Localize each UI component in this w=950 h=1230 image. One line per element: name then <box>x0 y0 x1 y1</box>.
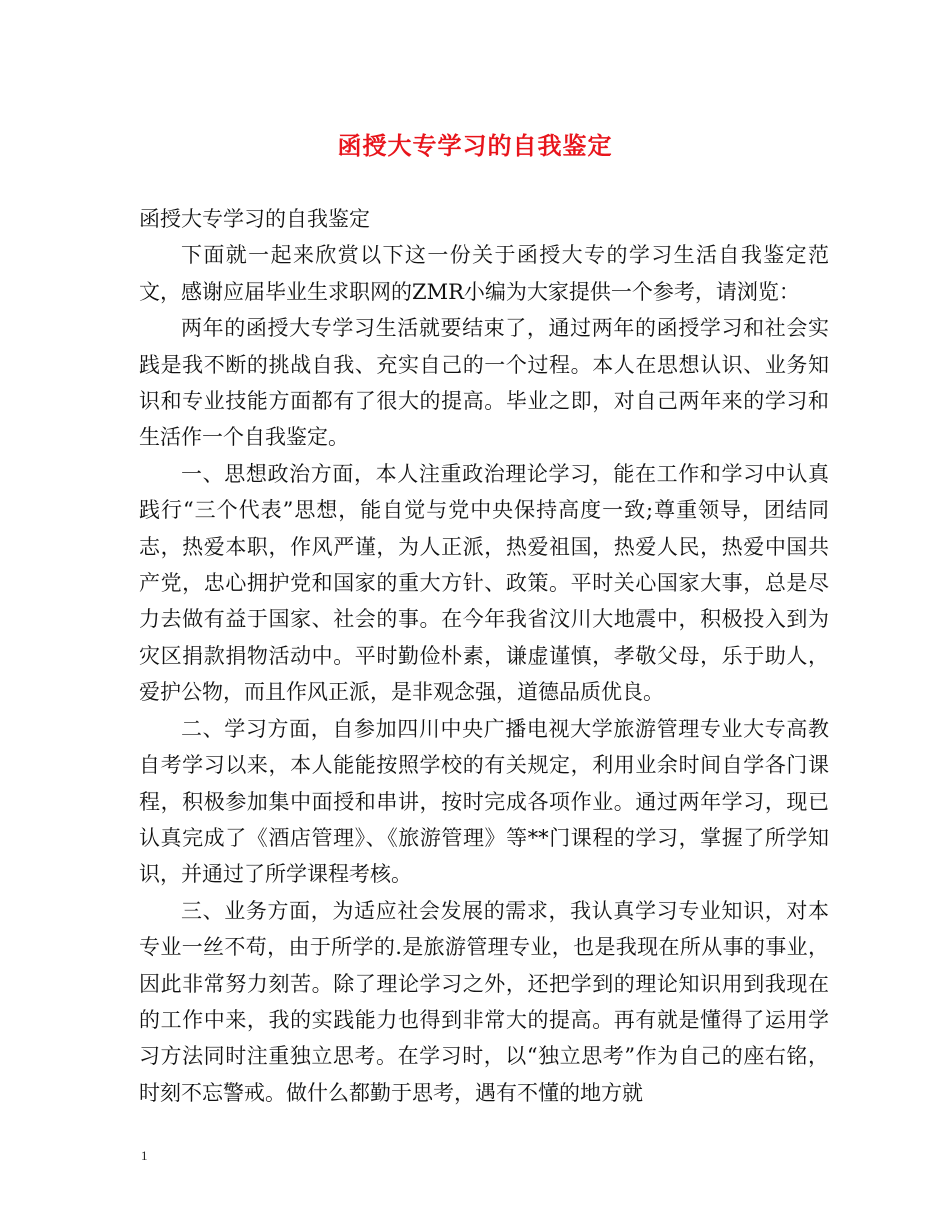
body-paragraph: 二、学习方面，自参加四川中央广播电视大学旅游管理专业大专高教自考学习以来，本人能能按照学校的有关规定，利用业余时间自学各门课程，积极参加集中面授和串讲，按时完成各项作业。通过两年学习，现已认真完成了《酒店管理》、《旅游管理》等**门课程的学习，掌握了所学知识，并通过了所学课程考核。 <box>139 716 829 887</box>
page-number: 1 <box>141 1148 148 1163</box>
document-body <box>139 201 829 1111</box>
body-subtitle-paragraph: 函授大专学习的自我鉴定 <box>139 207 370 231</box>
body-paragraph: 三、业务方面，为适应社会发展的需求，我认真学习专业知识，对本专业一丝不苟，由于所学的.是旅游管理专业，也是我现在所从事的事业，因此非常努力刻苦。除了理论学习之外，还把学到的理论知识用到我现在的工作中来，我的实践能力也得到非常大的提高。再有就是懂得了运用学习方法同时注重独立思考。在学习时，以“独立思考”作为自己的座右铭，时刻不忘警戒。做什么都勤于思考，遇有不懂的地方就 <box>139 898 829 1105</box>
body-paragraph: 一、思想政治方面，本人注重政治理论学习，能在工作和学习中认真践行“三个代表”思想，能自觉与党中央保持高度一致;尊重领导，团结同志，热爱本职，作风严谨，为人正派，热爱祖国，热爱人民，热爱中国共产党，忠心拥护党和国家的重大方针、政策。平时关心国家大事，总是尽力去做有益于国家、社会的事。在今年我省汶川大地震中，积极投入到为灾区捐款捐物活动中。平时勤俭朴素，谦虚谨慎，孝敬父母，乐于助人，爱护公物，而且作风正派，是非观念强，道德品质优良。 <box>139 461 829 705</box>
body-paragraph: 两年的函授大专学习生活就要结束了，通过两年的函授学习和社会实践是我不断的挑战自我、充实自己的一个过程。本人在思想认识、业务知识和专业技能方面都有了很大的提高。毕业之即，对自己两年来的学习和生活作一个自我鉴定。 <box>139 316 829 450</box>
body-paragraph: 下面就一起来欣赏以下这一份关于函授大专的学习生活自我鉴定范文，感谢应届毕业生求职网的ZMR小编为大家提供一个参考，请浏览： <box>139 243 829 304</box>
document-title: 函授大专学习的自我鉴定 <box>337 131 613 160</box>
